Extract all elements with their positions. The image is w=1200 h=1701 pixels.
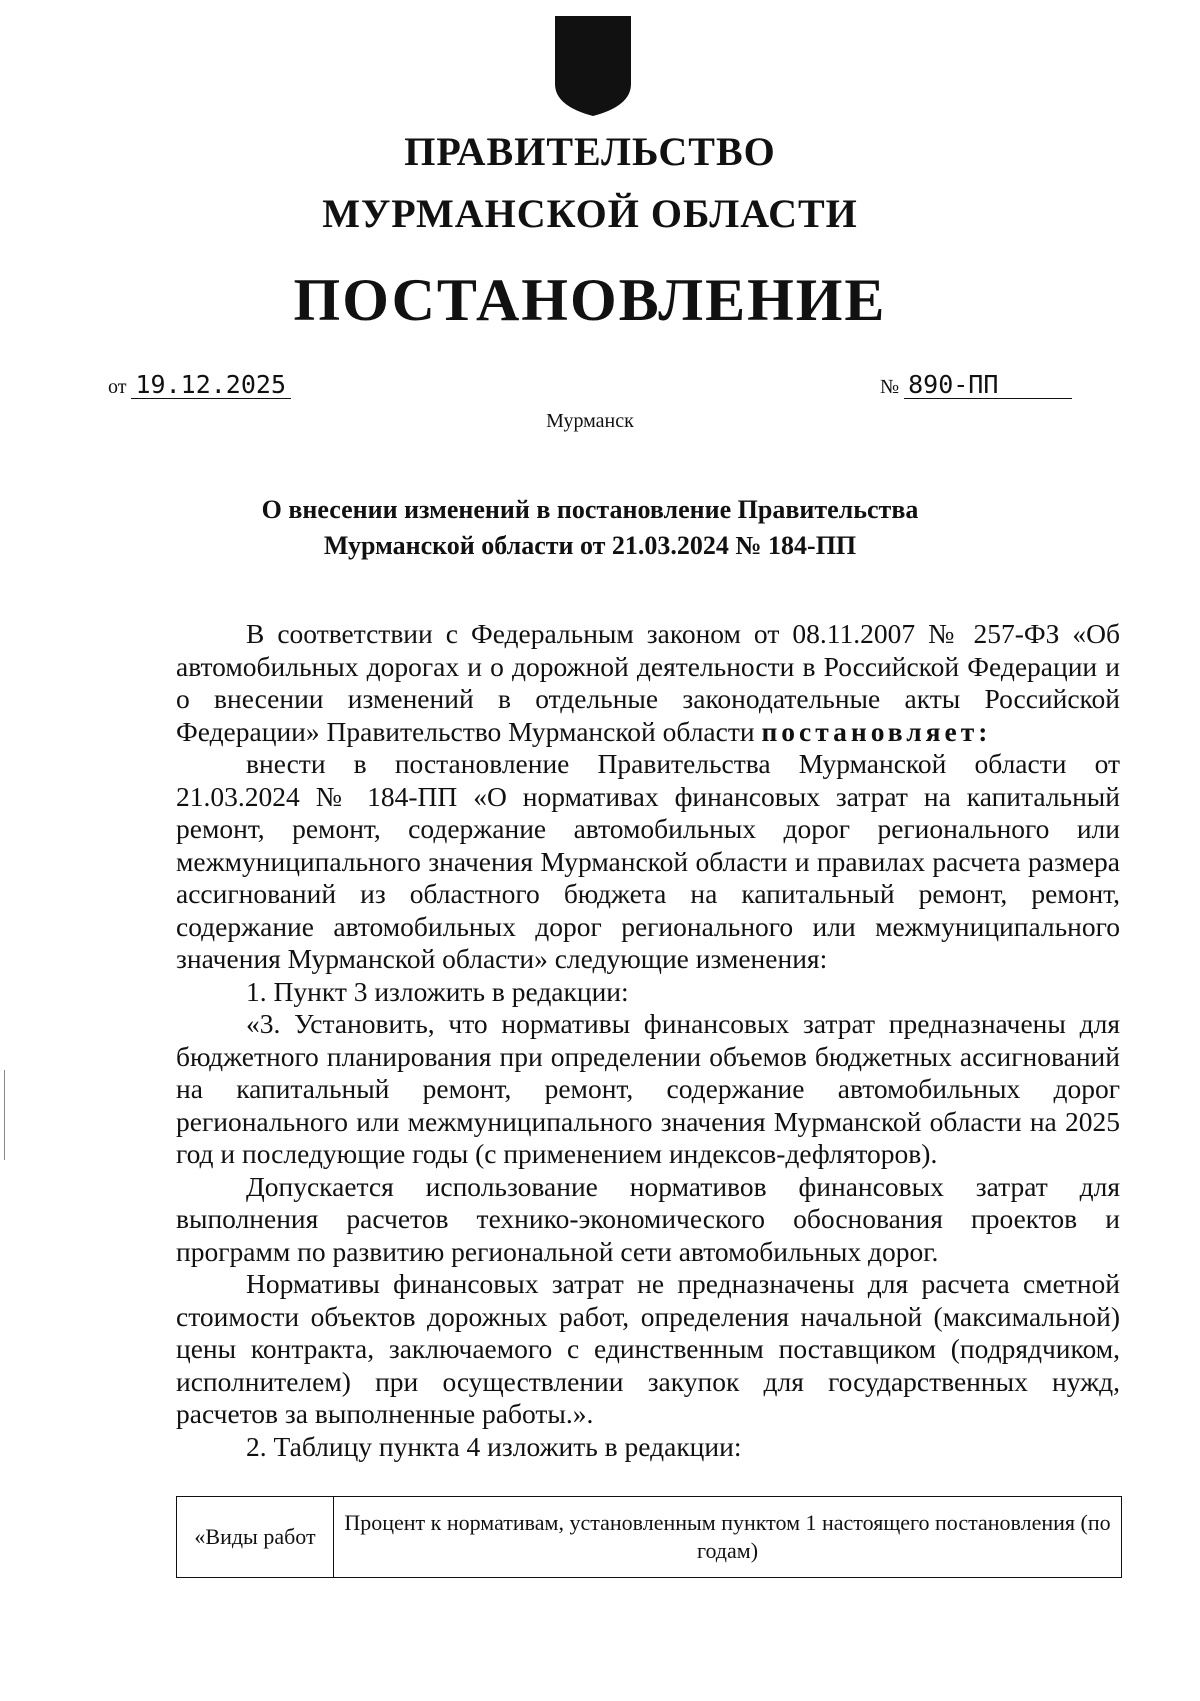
subject-line1: О внесении изменений в постановление Правительства	[261, 495, 919, 524]
org-name-line2: МУРМАНСКОЙ ОБЛАСТИ	[322, 191, 858, 236]
date-prefix: от	[108, 376, 127, 398]
subject-line2: Мурманской области от 21.03.2024 № 184-ПП	[323, 531, 857, 560]
paragraph-preamble	[176, 618, 1120, 748]
org-name-line1: ПРАВИТЕЛЬСТВО	[404, 129, 776, 174]
number-prefix: №	[880, 376, 900, 398]
table-header-works: «Виды работ	[177, 1497, 334, 1578]
paragraph-allowed: Допускается использование нормативов финансовых затрат для выполнения расчетов технико-экономического обоснования проектов и программ по развитию региональной сети автомобильных дорог.	[176, 1170, 1120, 1267]
decree-word: постановляет:	[761, 715, 992, 747]
document-number: 890-ПП	[904, 372, 1072, 399]
paragraph-not-intended: Нормативы финансовых затрат не предназначены для расчета сметной стоимости объектов дорожных работ, определения начальной (максимальной) цены контракта, заключаемого с единственным поставщиком (подрядчиком, исполнителем) при осуществлении закупок для государственных нужд, расчетов за выполненные работы.».	[176, 1268, 1120, 1429]
document-date: 19.12.2025	[131, 372, 291, 399]
number-line	[880, 372, 1072, 399]
document-type-title: ПОСТАНОВЛЕНИЕ	[293, 267, 887, 333]
date-line	[108, 372, 291, 399]
table-header-percent: Процент к нормативам, установленным пунктом 1 настоящего постановления (по годам)	[334, 1497, 1122, 1578]
coat-of-arms-emblem	[553, 14, 633, 118]
paragraph-item-2: 2. Таблицу пункта 4 изложить в редакции:	[246, 1430, 742, 1462]
paragraph-clause-3: «3. Установить, что нормативы финансовых затрат предназначены для бюджетного планирования при определении объемов бюджетных ассигнований на капитальный ремонт, ремонт, содержание автомобильных дорог регионального или межмуниципального значения Мурманской области на 2025 год и последующие годы (с применением индексов-дефляторов).	[176, 1008, 1120, 1169]
preamble-text: В соответствии с Федеральным законом от 08.11.2007 № 257-ФЗ «Об автомобильных дорогах и о дорожной деятельности в Российской Федерации и о внесении изменений в отдельные законодательные акты Российской Федерации» Правительство Мурманской области	[176, 618, 1120, 747]
document-body	[176, 618, 1120, 1463]
table-row	[177, 1497, 1122, 1578]
paragraph-amend-intro: внести в постановление Правительства Мурманской области от 21.03.2024 № 184-ПП «О нормативах финансовых затрат на капитальный ремонт, ремонт, содержание автомобильных дорог регионального или межмуниципального значения Мурманской области и правилах расчета размера ассигнований из областного бюджета на капитальный ремонт, ремонт, содержание автомобильных дорог регионального или межмуниципального значения Мурманской области» следующие изменения:	[176, 748, 1120, 974]
scan-margin-mark	[4, 1070, 5, 1160]
document-subject	[190, 492, 990, 564]
works-table	[176, 1496, 1122, 1578]
city-name: Мурманск	[546, 410, 634, 432]
paragraph-item-1: 1. Пункт 3 изложить в редакции:	[246, 975, 629, 1007]
